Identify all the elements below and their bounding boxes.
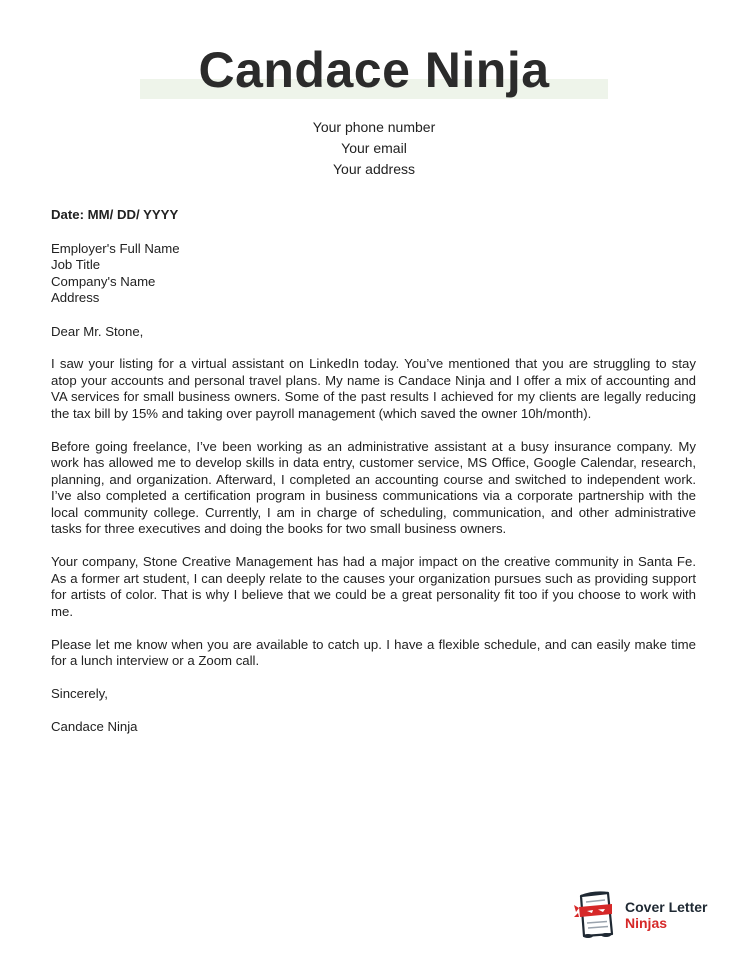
employer-block	[51, 241, 696, 307]
logo-wordmark	[625, 899, 707, 931]
employer-address: Address	[51, 290, 100, 305]
cover-letter-ninjas-logo	[574, 890, 724, 938]
signature: Candace Ninja	[51, 719, 138, 734]
paragraph-experience: Before going freelance, I’ve been working as an administrative assistant at a busy insurance company. My work has allowed me to develop skills in data entry, customer service, MS Office, Google Calendar, research, planning, and organization. Afterward, I completed an accounting course and switched to independent work. I’ve also completed a certification program in business communications via a corporate partnership with the local community college. Currently, I am in charge of scheduling, communication, and other administrative tasks for three executives and doing the books for two small business owners.	[51, 438, 696, 536]
paragraph-company-fit: Your company, Stone Creative Management has had a major impact on the creative community in Santa Fe. As a former art student, I can deeply relate to the causes your organization pursues such as providing support for artists of color. That is why I believe that we could be a great personality fit too if you choose to work with me.	[51, 554, 696, 619]
employer-job-title: Job Title	[51, 257, 101, 272]
paragraph-intro: I saw your listing for a virtual assistant on LinkedIn today. You’ve mentioned that you are struggling to stay atop your accounts and personal travel plans. My name is Candace Ninja and I offer a mix of accounting and VA services for small business owners. Some of the past results I achieved for my clients are legally reducing the tax bill by 15% and taking over payroll management (which saved the owner 10h/month).	[51, 356, 696, 421]
logo-line-ninjas: Ninjas	[625, 915, 668, 931]
salutation: Dear Mr. Stone,	[51, 323, 144, 339]
email-line: Your email	[341, 140, 407, 156]
ninja-mascot-icon	[574, 890, 620, 938]
employer-company: Company's Name	[51, 273, 156, 289]
letter-body	[51, 207, 696, 736]
employer-name: Employer's Full Name	[51, 240, 180, 256]
logo-line-cover-letter: Cover Letter	[625, 899, 708, 915]
name-header	[0, 38, 748, 104]
phone-line: Your phone number	[312, 119, 436, 135]
contact-info	[0, 117, 748, 180]
address-line: Your address	[333, 161, 415, 177]
applicant-name: Candace Ninja	[198, 42, 550, 98]
letter-date: Date: MM/ DD/ YYYY	[51, 207, 179, 222]
closing: Sincerely,	[51, 686, 108, 701]
paragraph-call-to-action: Please let me know when you are available to catch up. I have a flexible schedule, and can easily make time for a lunch interview or a Zoom call.	[51, 636, 696, 668]
